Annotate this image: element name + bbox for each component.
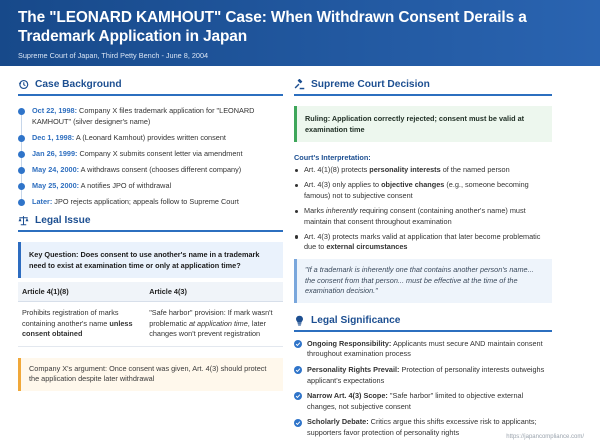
footer-url[interactable]: https://japancompliance.com/ — [506, 434, 584, 440]
page-subtitle: Supreme Court of Japan, Third Petty Bench - June 8, 2004 — [18, 51, 209, 60]
list-item: Scholarly Debate: Critics argue this shifts excessive risk to applicants; supporters favor protection of personality rights — [294, 417, 552, 438]
gavel-icon — [294, 79, 305, 90]
check-circle-icon — [294, 366, 302, 374]
key-question-callout: Key Question: Does consent to use another's name in a trademark need to exist at examination time or only at application time? — [18, 242, 283, 278]
timeline-dot — [18, 108, 25, 115]
decision-heading: Supreme Court Decision — [294, 79, 552, 96]
left-column — [18, 66, 283, 391]
page-header — [0, 0, 600, 66]
interpretation-list — [294, 165, 552, 253]
list-item: Marks inherently requiring consent (containing another's name) must maintain that consent throughout examination — [294, 206, 552, 227]
timeline-dot — [18, 167, 25, 174]
table-header-cell: Article 4(3) — [145, 282, 283, 302]
timeline-dot — [18, 199, 25, 206]
table-cell: "Safe harbor" provision: If mark wasn't problematic at application time, later changes won't prevent registration — [145, 302, 283, 347]
significance-list — [294, 339, 552, 439]
table-header-cell: Article 4(1)(8) — [18, 282, 145, 302]
timeline-item: May 25, 2000: A notifies JPO of withdrawal — [32, 181, 283, 192]
table-row — [18, 302, 283, 347]
ruling-callout: Ruling: Application correctly rejected; consent must be valid at examination time — [294, 106, 552, 142]
list-item: Personality Rights Prevail: Protection of personality interests outweighs applicant's expectations — [294, 365, 552, 386]
timeline-item: Jan 26, 1999: Company X submits consent letter via amendment — [32, 149, 283, 160]
history-icon — [18, 79, 29, 90]
list-item: Art. 4(3) protects marks valid at application that later become problematic due to external circumstances — [294, 232, 552, 253]
list-item: Art. 4(1)(8) protects personality interests of the named person — [294, 165, 552, 176]
timeline-dot — [18, 183, 25, 190]
case-background-heading: Case Background — [18, 79, 283, 96]
timeline-item: May 24, 2000: A withdraws consent (chooses different company) — [32, 165, 283, 176]
check-circle-icon — [294, 419, 302, 427]
timeline-dot — [18, 135, 25, 142]
case-timeline — [18, 106, 283, 207]
interpretation-heading: Court's Interpretation: — [294, 153, 371, 162]
check-circle-icon — [294, 392, 302, 400]
list-item: Narrow Art. 4(3) Scope: "Safe harbor" limited to objective external changes, not subjective consent — [294, 391, 552, 412]
timeline-item: Later: JPO rejects application; appeals follow to Supreme Court — [32, 197, 283, 208]
page-title: The "LEONARD KAMHOUT" Case: When Withdrawn Consent Derails a Trademark Application in Japan — [18, 9, 527, 45]
timeline-dot — [18, 151, 25, 158]
articles-table — [18, 282, 283, 347]
check-circle-icon — [294, 340, 302, 348]
timeline-item: Dec 1, 1998: A (Leonard Kamhout) provides written consent — [32, 133, 283, 144]
significance-heading: Legal Significance — [294, 315, 552, 332]
argument-callout: Company X's argument: Once consent was given, Art. 4(3) should protect the application despite later withdrawal — [18, 358, 283, 391]
scale-icon — [18, 215, 29, 226]
right-column — [294, 66, 552, 443]
timeline-item: Oct 22, 1998: Company X files trademark application for "LEONARD KAMHOUT" (silver designer's name) — [32, 106, 283, 127]
lightbulb-icon — [294, 315, 305, 326]
list-item: Ongoing Responsibility: Applicants must secure AND maintain consent throughout examination process — [294, 339, 552, 360]
table-cell: Prohibits registration of marks containing another's name unless consent obtained — [18, 302, 145, 347]
court-quote: "If a trademark is inherently one that contains another person's name... the consent from that person... must be effective at the time of the examination decision." — [294, 259, 552, 303]
list-item: Art. 4(3) only applies to objective changes (e.g., someone becoming famous) not to subjective consent — [294, 180, 552, 201]
legal-issue-heading: Legal Issue — [18, 215, 283, 232]
